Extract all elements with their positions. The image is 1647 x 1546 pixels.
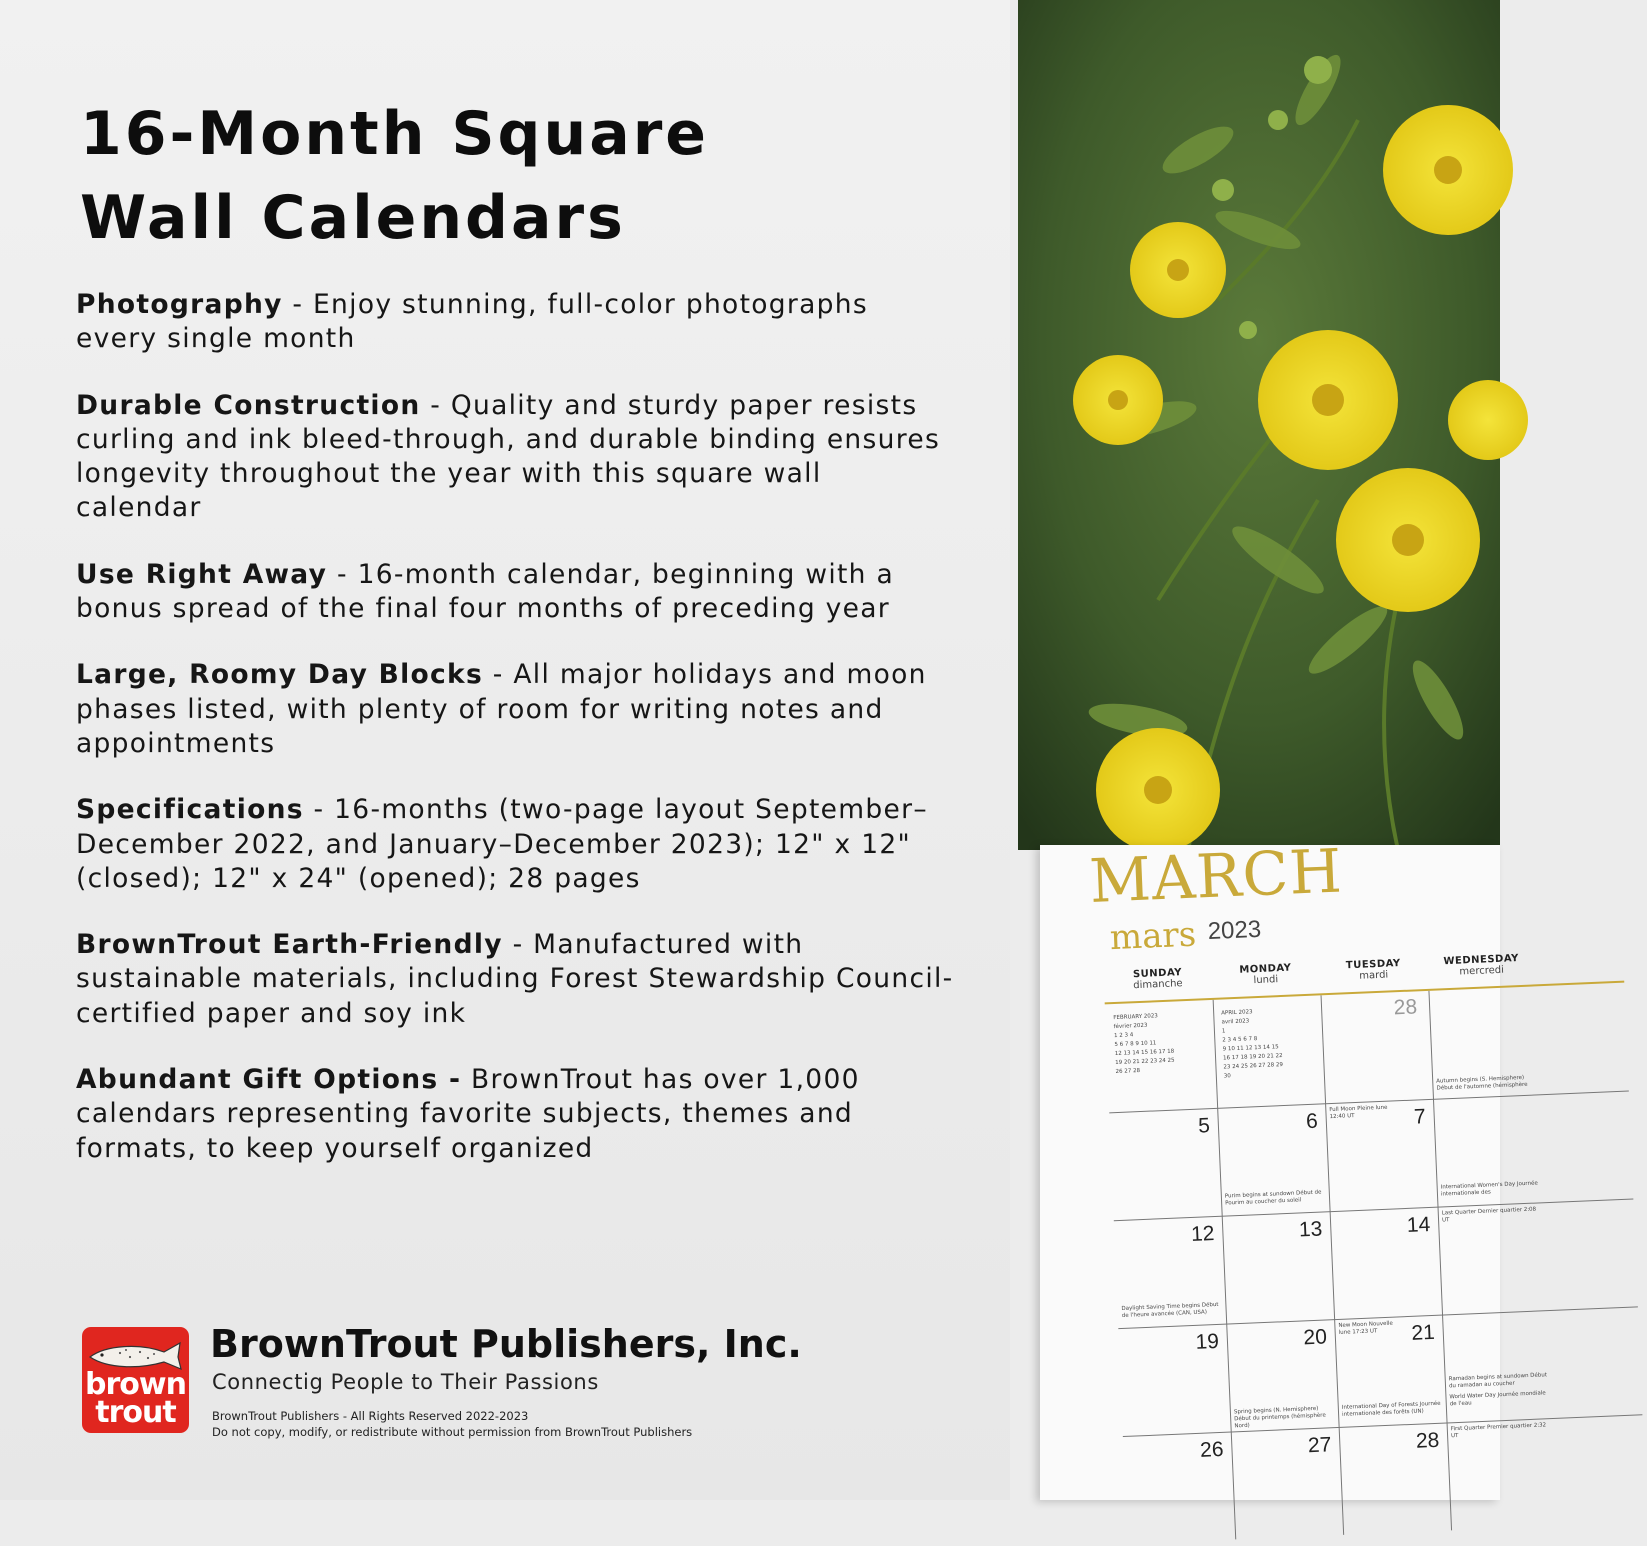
feature-item	[76, 558, 956, 627]
event-note: First Quarter Premier quartier 2:32 UT	[1450, 1422, 1547, 1440]
mini-calendar-row: 19 20 21 22 23 24 25	[1115, 1057, 1175, 1067]
feature-name: Abundant Gift Options -	[76, 1064, 462, 1096]
feature-item	[76, 1063, 956, 1166]
date-7: 7	[1413, 1105, 1427, 1129]
calendar-page	[1040, 836, 1548, 1500]
yellow-flowers-image	[1018, 0, 1500, 850]
date-21: 21	[1410, 1320, 1436, 1345]
mini-calendar-row: 9 10 11 12 13 14 15	[1222, 1044, 1279, 1053]
feature-text: Manufactured with sustainable materials, including Forest Stewardship Council-certified paper and soy ink	[76, 929, 954, 1029]
day-header-wednesday	[1427, 952, 1536, 979]
event-note: Purim begins at sundown Début de Pourim au coucher du soleil	[1224, 1189, 1322, 1207]
event-note: Autumn begins (S. Hemisphere) Début de l'automne (hémisphère	[1436, 1074, 1528, 1092]
mini-calendar-february	[1113, 1010, 1216, 1077]
mini-calendar-row: 30	[1223, 1073, 1231, 1080]
event-note: Spring begins (N. Hemisphere) Début du printemps (hémisphère Nord)	[1233, 1405, 1326, 1430]
day-name: SUNDAY	[1132, 967, 1183, 981]
mini-calendar-row: 2 3 4 5 6 7 8	[1222, 1036, 1258, 1044]
day-header-tuesday	[1319, 957, 1428, 984]
mini-calendar-row: 5 6 7 8 9 10 11	[1114, 1040, 1157, 1049]
feature-item	[76, 793, 956, 896]
month-title-fr: mars	[1109, 914, 1197, 959]
day-name: WEDNESDAY	[1443, 953, 1520, 968]
mini-calendar-title-fr: avril 2023	[1221, 1018, 1250, 1026]
date-14: 14	[1406, 1213, 1431, 1237]
title-line-2: Wall Calendars	[80, 183, 626, 253]
feature-list	[76, 288, 956, 1198]
date-26: 26	[1199, 1437, 1224, 1462]
feature-separator	[461, 1064, 471, 1095]
logo-word-trout: trout	[95, 1395, 176, 1430]
mini-calendar-row: 1	[1221, 1028, 1226, 1035]
feature-name: Use Right Away	[76, 558, 328, 590]
feature-text: Quality and sturdy paper resists curling and ink bleed-through, and durable binding ensures longevity throughout the year with this square wall calendar	[76, 389, 941, 524]
feature-separator: -	[303, 794, 335, 826]
feature-item	[76, 928, 956, 1031]
rights-notice	[212, 1408, 692, 1440]
event-note: Full Moon Pleine lune 12:40 UT	[1329, 1104, 1388, 1121]
day-header-sunday	[1103, 966, 1212, 993]
date-12: 12	[1190, 1222, 1215, 1247]
calendar-year: 2023	[1207, 915, 1262, 946]
rights-line-1: BrownTrout Publishers - All Rights Reserved 2022-2023	[212, 1409, 529, 1423]
date-6: 6	[1305, 1109, 1319, 1134]
rights-line-2: Do not copy, modify, or redistribute without permission from BrownTrout Publishers	[212, 1425, 693, 1439]
event-note: International Women's Day Journée internationale des	[1440, 1180, 1538, 1198]
calendar-photo	[1018, 0, 1500, 850]
event-note: New Moon Nouvelle lune 17:23 UT	[1338, 1320, 1393, 1336]
date-feb-28: 28	[1393, 995, 1418, 1020]
publisher-name: BrownTrout Publishers, Inc.	[210, 1322, 802, 1366]
mini-calendar-title: FEBRUARY 2023	[1113, 1013, 1159, 1022]
browntrout-logo	[82, 1327, 189, 1433]
feature-separator: -	[420, 389, 451, 421]
mini-calendar-april	[1221, 1005, 1324, 1081]
event-note: Daylight Saving Time begins Début de l'heure avancée (CAN, USA)	[1121, 1301, 1219, 1319]
feature-item	[76, 658, 956, 761]
grid-line	[1123, 1414, 1643, 1437]
event-note: Last Quarter Dernier quartier 2:08 UT	[1441, 1206, 1537, 1224]
feature-name: BrownTrout Earth-Friendly	[76, 929, 503, 961]
logo-word-brown: brown	[85, 1367, 186, 1402]
mini-calendar-title-fr: février 2023	[1113, 1022, 1148, 1031]
day-name-fr: mardi	[1359, 969, 1389, 982]
feature-name: Specifications	[76, 794, 304, 826]
event-note: World Water Day Journée mondiale de l'eau	[1449, 1390, 1546, 1408]
day-name-fr: mercredi	[1459, 964, 1505, 978]
title-line-1: 16-Month Square	[80, 99, 709, 169]
grid-line	[1114, 1198, 1634, 1221]
feature-separator: -	[483, 659, 514, 691]
feature-separator: -	[327, 558, 358, 590]
date-5: 5	[1197, 1114, 1211, 1138]
feature-item	[76, 288, 956, 357]
feature-item	[76, 389, 956, 526]
feature-name: Photography	[76, 289, 283, 320]
page-title	[80, 92, 980, 260]
date-28: 28	[1415, 1428, 1440, 1453]
publisher-tagline: Connectig People to Their Passions	[212, 1370, 599, 1394]
feature-text: 16-months (two-page layout September–December 2022, and January–December 2023); 12" x 12" (closed); 12" x 24" (opened); 28 pages	[76, 794, 928, 894]
event-note: International Day of Forests Journée internationale des forêts (UN)	[1341, 1400, 1441, 1418]
date-19: 19	[1195, 1329, 1220, 1354]
mini-calendar-title: APRIL 2023	[1221, 1009, 1253, 1017]
date-27: 27	[1307, 1433, 1332, 1458]
feature-text: 16-month calendar, beginning with a bonus spread of the final four months of preceding year	[76, 558, 895, 625]
feature-name: Durable Construction	[76, 389, 421, 421]
day-name-fr: lundi	[1253, 974, 1279, 987]
day-name: TUESDAY	[1345, 958, 1401, 972]
event-note: Ramadan begins at sundown Début du ramadan au coucher	[1448, 1372, 1548, 1390]
calendar-grid-area	[1040, 822, 1629, 1545]
feature-text: Enjoy stunning, full-color photographs every single month	[76, 289, 868, 355]
date-13: 13	[1298, 1217, 1323, 1242]
feature-separator: -	[282, 289, 314, 320]
mini-calendar-row: 12 13 14 15 16 17 18	[1114, 1048, 1175, 1058]
mini-calendar-row: 23 24 25 26 27 28 29	[1223, 1062, 1284, 1071]
feature-name: Large, Roomy Day Blocks	[76, 659, 484, 691]
feature-text: BrownTrout has over 1,000 calendars representing favorite subjects, themes and formats, to keep yourself organized	[76, 1064, 860, 1164]
feature-separator: -	[502, 929, 534, 961]
date-20: 20	[1303, 1325, 1328, 1350]
flower-1	[1258, 330, 1398, 470]
month-title: MARCH	[1088, 836, 1345, 917]
mini-calendar-row: 1 2 3 4	[1113, 1032, 1134, 1040]
mini-calendar-row: 26 27 28	[1115, 1068, 1141, 1076]
feature-text: All major holidays and moon phases listed, with plenty of room for writing notes and appointments	[76, 659, 927, 759]
day-name-fr: dimanche	[1133, 978, 1183, 992]
day-name: MONDAY	[1239, 962, 1292, 976]
mini-calendar-row: 16 17 18 19 20 21 22	[1222, 1053, 1283, 1062]
day-header-monday	[1211, 961, 1320, 988]
